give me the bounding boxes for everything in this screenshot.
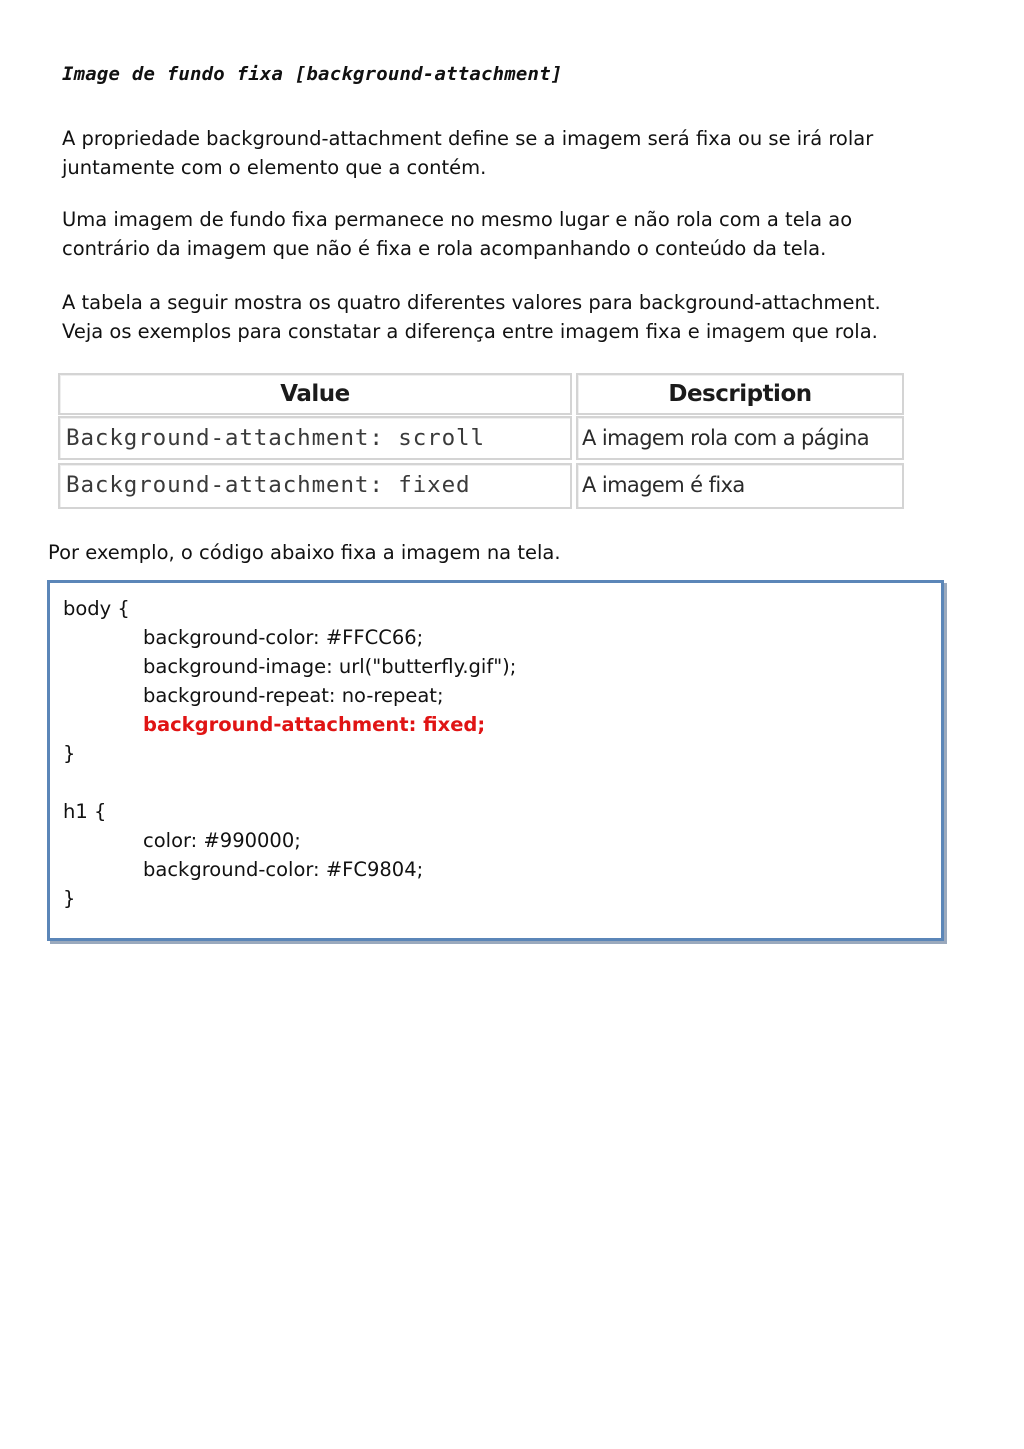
paragraph-line: contrário da imagem que não é fixa e rola acompanhando o conteúdo da tela.	[62, 237, 827, 260]
code-line: body {	[63, 597, 130, 620]
code-line-highlighted: background-attachment: fixed;	[143, 713, 486, 736]
code-line-blank	[63, 768, 516, 797]
table-cell-value: Background-attachment: fixed	[58, 463, 572, 509]
code-line: h1 {	[63, 800, 107, 823]
table-cell-value: Background-attachment: scroll	[58, 416, 572, 460]
paragraph-line: A tabela a seguir mostra os quatro diferentes valores para background-attachment.	[62, 291, 881, 314]
table-header-value: Value	[58, 373, 572, 415]
paragraph-line: juntamente com o elemento que a contém.	[62, 156, 487, 179]
values-table	[54, 369, 906, 514]
code-line: background-repeat: no-repeat;	[143, 684, 444, 707]
paragraph-fixed-explanation	[62, 205, 962, 263]
table-cell-description: A imagem rola com a página	[576, 416, 904, 460]
code-line: }	[63, 742, 76, 765]
code-line: background-color: #FC9804;	[143, 858, 424, 881]
paragraph-line: Uma imagem de fundo fixa permanece no mesmo lugar e não rola com a tela ao	[62, 208, 853, 231]
code-line: color: #990000;	[143, 829, 301, 852]
paragraph-line: Veja os exemplos para constatar a diferença entre imagem fixa e imagem que rola.	[62, 320, 878, 343]
table-header-description: Description	[576, 373, 904, 415]
section-heading: Image de fundo fixa [background-attachment]	[62, 63, 563, 85]
example-intro: Por exemplo, o código abaixo fixa a imagem na tela.	[48, 541, 561, 564]
code-block	[63, 594, 516, 913]
paragraph-line: A propriedade background-attachment define se a imagem será fixa ou se irá rolar	[62, 127, 874, 150]
code-line: background-image: url("butterfly.gif");	[143, 655, 517, 678]
paragraph-table-intro	[62, 288, 962, 346]
paragraph-intro	[62, 124, 962, 182]
code-line: }	[63, 887, 76, 910]
code-example-box	[47, 580, 944, 941]
code-line: background-color: #FFCC66;	[143, 626, 424, 649]
table-cell-description: A imagem é fixa	[576, 463, 904, 509]
